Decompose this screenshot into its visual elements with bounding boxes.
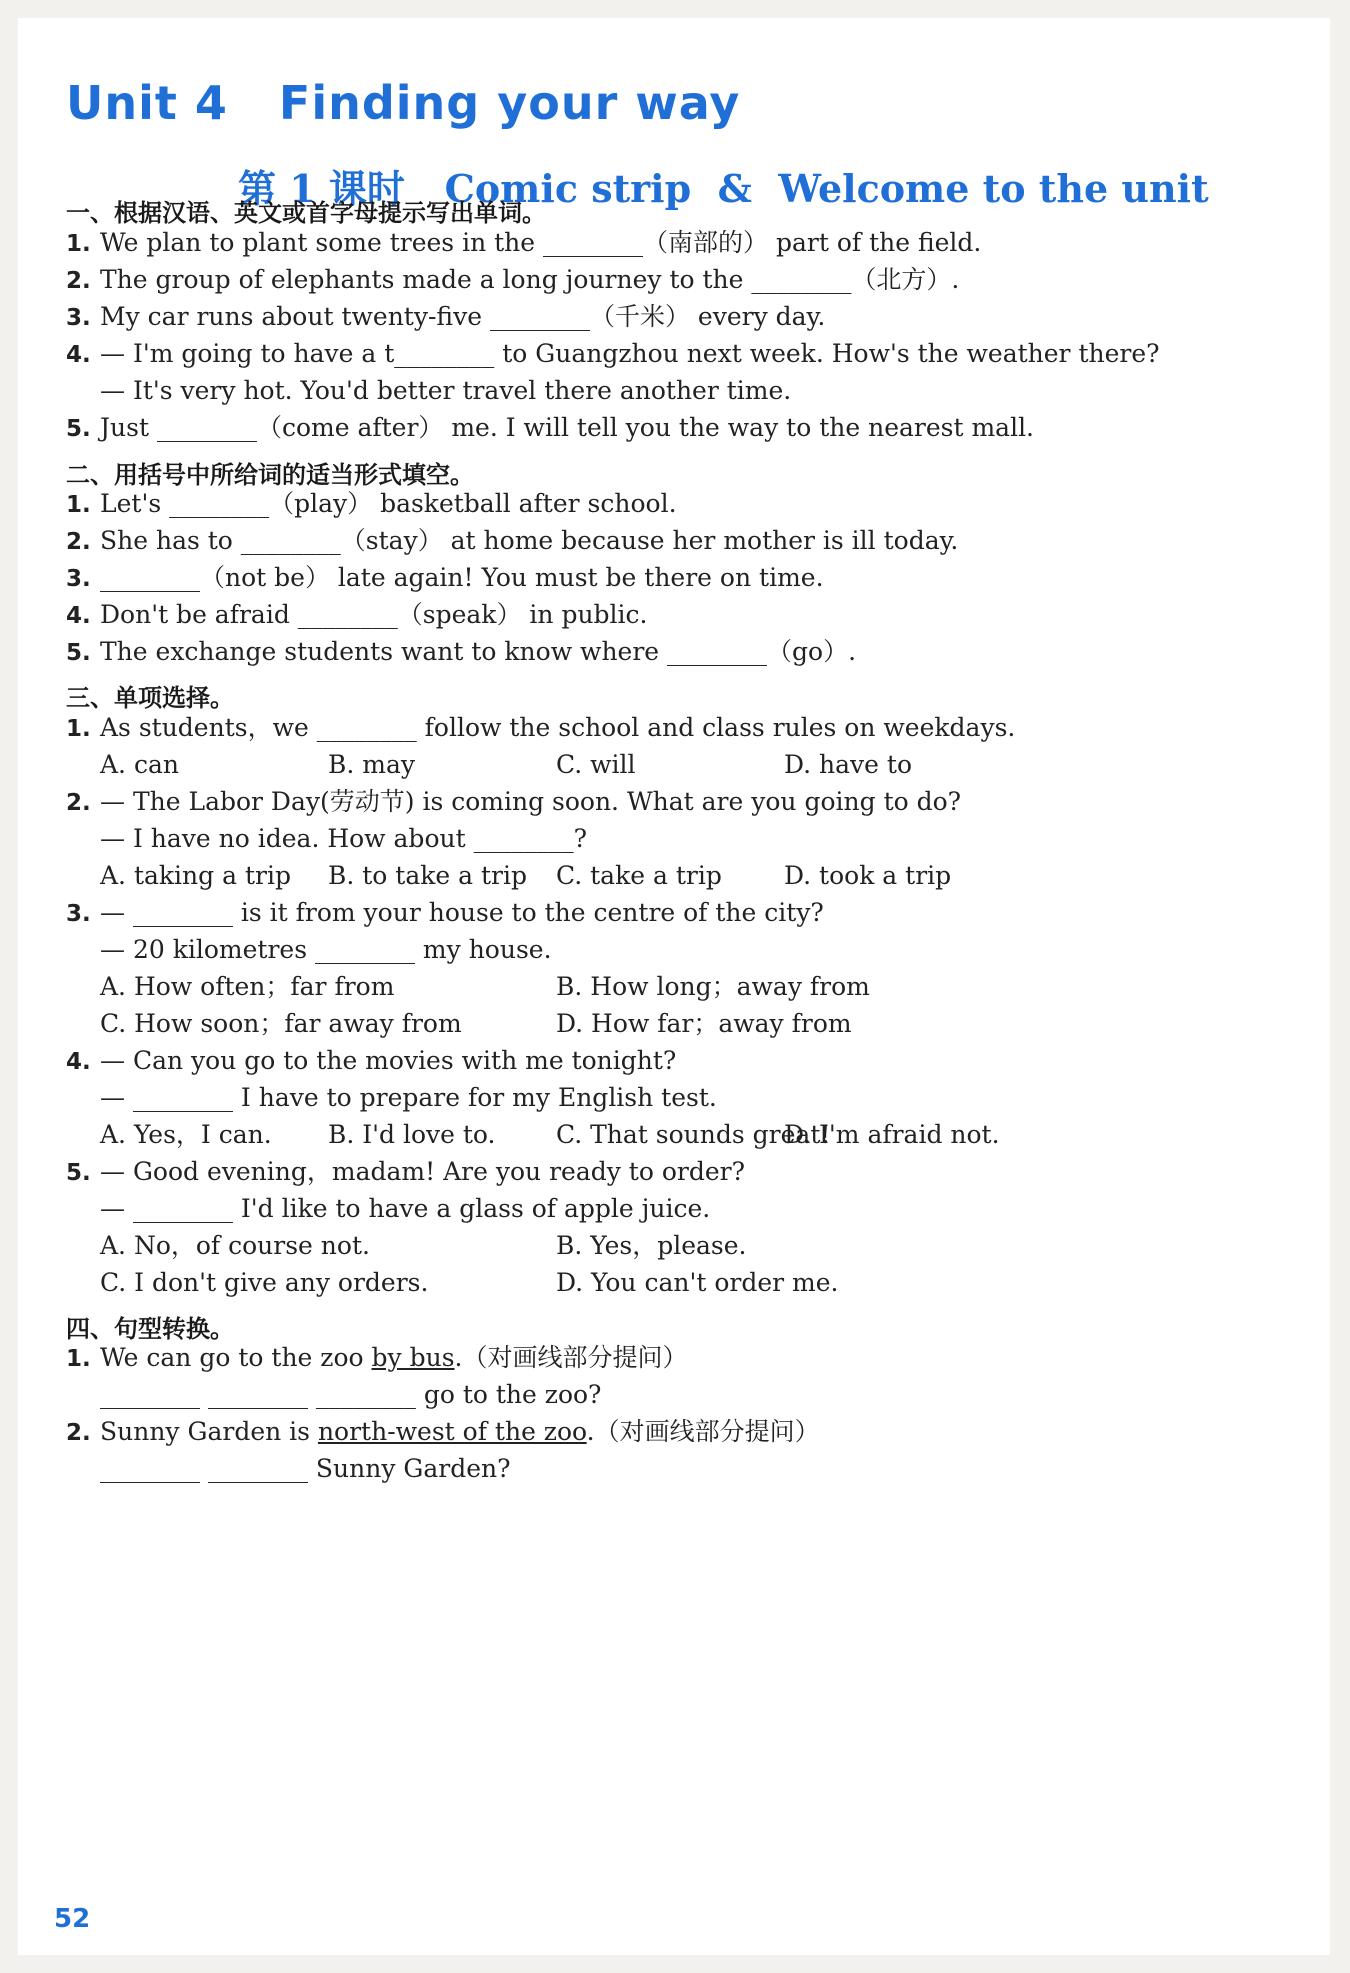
question-text: Just ________（come after） me. I will tell you the way to the nearest mall.: [100, 413, 1035, 442]
question-number: 1.: [66, 231, 91, 257]
question-text: Let's ________（play） basketball after school.: [100, 489, 677, 518]
question-number: 2.: [66, 529, 91, 555]
s1-question-3: [66, 297, 1290, 337]
question-number: 2.: [66, 268, 91, 294]
s3-question-2-reply: [66, 819, 1290, 859]
lesson-title: 第 1 课时 Comic strip & Welcome to the unit: [238, 166, 1209, 211]
s4-question-2: [66, 1412, 1290, 1452]
s3-question-5-reply: [66, 1189, 1290, 1229]
s3-q3-options-row-2: [66, 1004, 1290, 1044]
s3-question-4: [66, 1041, 1290, 1081]
answer-line: ________ ________ Sunny Garden?: [100, 1454, 511, 1483]
question-number: 5.: [66, 640, 91, 666]
section-4-heading: 四、句型转换。: [66, 1315, 234, 1343]
s3-q5-options-row-2: [66, 1263, 1290, 1303]
s3-question-3: [66, 893, 1290, 933]
option-b: B. How long；away from: [556, 972, 870, 1001]
question-text: — I have no idea. How about ________?: [100, 824, 587, 853]
section-2-heading: 二、用括号中所给词的适当形式填空。: [66, 461, 474, 489]
question-number: 2.: [66, 790, 91, 816]
question-text: — Good evening，madam! Are you ready to order?: [100, 1157, 745, 1186]
question-text: — ________ I'd like to have a glass of apple juice.: [100, 1194, 711, 1223]
s3-question-1: [66, 708, 1290, 748]
underlined-phrase: north-west of the zoo: [317, 1417, 587, 1446]
question-text: She has to ________（stay） at home because her mother is ill today.: [100, 526, 959, 555]
option-a: A. Yes，I can.: [100, 1120, 272, 1149]
option-a: A. can: [100, 750, 179, 779]
s2-question-4: [66, 595, 1290, 635]
s3-question-2: [66, 782, 1290, 822]
s2-question-3: [66, 558, 1290, 598]
s3-question-5: [66, 1152, 1290, 1192]
option-d: D. How far；away from: [556, 1009, 852, 1038]
question-text: My car runs about twenty-five ________（千米） every day.: [100, 302, 826, 331]
question-number: 3.: [66, 901, 91, 927]
option-c: C. will: [556, 750, 636, 779]
option-a: A. No，of course not.: [100, 1231, 370, 1260]
option-d: D. took a trip: [784, 861, 952, 890]
option-d: D. You can't order me.: [556, 1268, 839, 1297]
option-b: B. to take a trip: [328, 861, 527, 890]
question-text: — It's very hot. You'd better travel there another time.: [100, 376, 792, 405]
s3-q5-options-row-1: [66, 1226, 1290, 1266]
option-c: C. How soon；far away from: [100, 1009, 462, 1038]
s3-q2-options: [66, 856, 1290, 896]
question-text: — I'm going to have a t________ to Guangzhou next week. How's the weather there?: [100, 339, 1160, 368]
page-number: 52: [54, 1904, 91, 1934]
option-c: C. I don't give any orders.: [100, 1268, 429, 1297]
s1-question-1: [66, 223, 1290, 263]
option-b: B. Yes，please.: [556, 1231, 747, 1260]
s3-q4-options: [66, 1115, 1290, 1155]
question-text: Don't be afraid ________（speak） in public.: [100, 600, 648, 629]
question-number: 2.: [66, 1420, 91, 1446]
s4-question-2-answer-line: [66, 1449, 1290, 1489]
s1-question-2: [66, 260, 1290, 300]
unit-title: Unit 4 Finding your way: [66, 76, 741, 130]
question-text: — ________ I have to prepare for my English test.: [100, 1083, 717, 1112]
question-text: We can go to the zoo: [100, 1343, 372, 1372]
s2-question-2: [66, 521, 1290, 561]
option-c: C. take a trip: [556, 861, 722, 890]
question-number: 1.: [66, 492, 91, 518]
question-number: 5.: [66, 416, 91, 442]
option-c: C. That sounds great!: [556, 1120, 831, 1149]
question-text: The group of elephants made a long journey to the ________（北方）.: [100, 265, 960, 294]
question-number: 4.: [66, 342, 91, 368]
option-b: B. I'd love to.: [328, 1120, 496, 1149]
section-3-heading: 三、单项选择。: [66, 684, 234, 712]
s3-q3-options-row-1: [66, 967, 1290, 1007]
s3-question-4-reply: [66, 1078, 1290, 1118]
option-b: B. may: [328, 750, 415, 779]
s2-question-1: [66, 484, 1290, 524]
s2-question-5: [66, 632, 1290, 672]
question-number: 3.: [66, 305, 91, 331]
question-text: We plan to plant some trees in the ________（南部的） part of the field.: [100, 228, 982, 257]
question-text: Sunny Garden is: [100, 1417, 318, 1446]
s4-question-1: [66, 1338, 1290, 1378]
section-1-heading: 一、根据汉语、英文或首字母提示写出单词。: [66, 199, 546, 227]
question-text: — The Labor Day(劳动节) is coming soon. What are you going to do?: [100, 787, 962, 816]
underlined-phrase: by bus: [371, 1343, 455, 1372]
option-d: D. I'm afraid not.: [784, 1120, 1000, 1149]
question-number: 4.: [66, 1049, 91, 1075]
question-number: 5.: [66, 1160, 91, 1186]
s4-question-1-answer-line: [66, 1375, 1290, 1415]
worksheet-page: [18, 18, 1330, 1955]
s3-question-3-reply: [66, 930, 1290, 970]
question-text: The exchange students want to know where ________（go）.: [100, 637, 857, 666]
s1-question-5: [66, 408, 1290, 448]
question-text: — ________ is it from your house to the centre of the city?: [100, 898, 824, 927]
question-number: 4.: [66, 603, 91, 629]
question-number: 1.: [66, 1346, 91, 1372]
question-number: 3.: [66, 566, 91, 592]
question-instruction: .（对画线部分提问）: [586, 1417, 820, 1446]
option-d: D. have to: [784, 750, 913, 779]
s1-question-4-reply: [66, 371, 1290, 411]
answer-line: ________ ________ ________ go to the zoo?: [100, 1380, 602, 1409]
question-text: — Can you go to the movies with me tonight?: [100, 1046, 677, 1075]
question-text: — 20 kilometres ________ my house.: [100, 935, 552, 964]
option-a: A. taking a trip: [100, 861, 291, 890]
option-a: A. How often；far from: [100, 972, 395, 1001]
s1-question-4: [66, 334, 1290, 374]
question-text: As students，we ________ follow the school and class rules on weekdays.: [100, 713, 1016, 742]
question-number: 1.: [66, 716, 91, 742]
question-instruction: .（对画线部分提问）: [454, 1343, 688, 1372]
question-text: ________（not be） late again! You must be there on time.: [100, 563, 824, 592]
s3-q1-options: [66, 745, 1290, 785]
